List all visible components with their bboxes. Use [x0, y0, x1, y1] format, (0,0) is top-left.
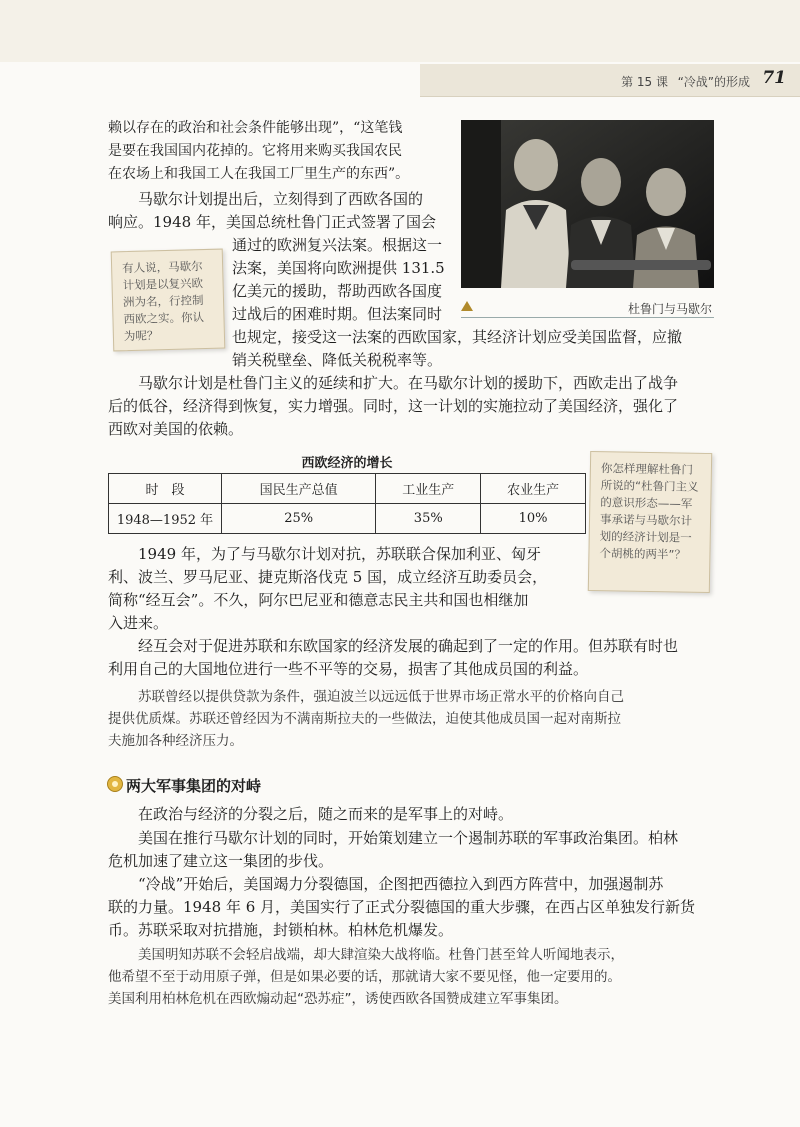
- table-header-cell: 国民生产总值: [222, 474, 376, 504]
- paragraph: [108, 635, 720, 681]
- text-line: 提供优质煤。苏联还曾经因为不满南斯拉夫的一些做法，迫使其他成员国一起对南斯拉: [108, 711, 621, 727]
- paragraph: [108, 827, 720, 873]
- text-line: 也规定，接受这一法案的西欧国家，其经济计划应受美国监督，应撤: [232, 328, 683, 346]
- text-line: 利用自己的大国地位进行一些不平等的交易，损害了其他成员国的利益。: [108, 660, 589, 678]
- table-cell: 25%: [222, 504, 376, 534]
- page-header: [420, 64, 800, 97]
- sidebar-note: [588, 451, 712, 593]
- supplementary-text: [108, 944, 720, 1010]
- paragraph: [108, 873, 720, 942]
- supplementary-text: [108, 686, 720, 752]
- text-line: 西欧对美国的依赖。: [108, 420, 244, 438]
- lesson-number: 第 15 课: [621, 75, 668, 89]
- text-line: 马歇尔计划提出后，立刻得到了西欧各国的: [138, 190, 424, 208]
- text-line: 简称“经互会”。不久，阿尔巴尼亚和德意志民主共和国也相继加: [108, 591, 529, 609]
- text-line: 马歇尔计划是杜鲁门主义的延续和扩大。在马歇尔计划的援助下，西欧走出了战争: [138, 374, 679, 392]
- text-line: 经互会对于促进苏联和东欧国家的经济发展的确起到了一定的作用。但苏联有时也: [138, 637, 679, 655]
- table-header-cell: 工业生产: [376, 474, 481, 504]
- photo-caption: [461, 297, 714, 318]
- top-margin: [0, 0, 800, 62]
- text-line: 美国利用柏林危机在西欧煽动起“恐苏症”，诱使西欧各国赞成建立军事集团。: [108, 991, 568, 1007]
- table-cell: 1948—1952 年: [109, 504, 222, 534]
- table-row: [109, 504, 586, 534]
- caption-text: 杜鲁门与马歇尔: [627, 302, 712, 316]
- lesson-title: “冷战”的形成: [677, 75, 750, 89]
- text-line: 响应。1948 年，美国总统杜鲁门正式签署了国会: [108, 213, 436, 231]
- paragraph-wrapped: [232, 234, 457, 326]
- paragraph: [108, 372, 720, 441]
- table-header-row: [109, 474, 586, 504]
- text-line: 币。苏联采取对抗措施，封锁柏林。柏林危机爆发。: [108, 921, 454, 939]
- page-number: 71: [762, 68, 786, 88]
- text-line: 在农场上和我国工人在我国工厂里生产的东西”。: [108, 166, 410, 182]
- text-line: 他希望不至于动用原子弹，但是如果必要的话，那就请大家不要见怪，他一定要用的。: [108, 969, 621, 985]
- text-line: 利、波兰、罗马尼亚、捷克斯洛伐克 5 国，成立经济互助委员会，: [108, 568, 548, 586]
- table-title: 西欧经济的增长: [301, 456, 393, 471]
- text-line: 过战后的困难时期。但法案同时: [232, 305, 443, 323]
- economy-table: [108, 473, 586, 534]
- text-line: 法案，美国将向欧洲提供 131.5: [232, 259, 445, 277]
- section-icon: [107, 776, 123, 792]
- text-line: 苏联曾经以提供贷款为条件，强迫波兰以远远低于世界市场正常水平的价格向自己: [138, 689, 624, 705]
- paragraph: [108, 543, 584, 635]
- paragraph: [108, 188, 453, 234]
- quote-block: [108, 117, 453, 186]
- text-line: 是要在我国国内花掉的。它将用来购买我国农民: [108, 143, 402, 159]
- paragraph: [108, 803, 720, 826]
- text-line: 入进来。: [108, 614, 169, 632]
- table-cell: 35%: [376, 504, 481, 534]
- text-line: 美国在推行马歇尔计划的同时，开始策划建立一个遏制苏联的军事政治集团。柏林: [138, 829, 679, 847]
- historical-photo: [461, 120, 714, 288]
- text-line: 危机加速了建立这一集团的步伐。: [108, 852, 334, 870]
- text-line: 通过的欧洲复兴法案。根据这一: [232, 236, 443, 254]
- sidebar-note: [111, 249, 226, 352]
- paragraph-wide: [232, 326, 722, 372]
- photo-image: [461, 120, 714, 288]
- note-text: 你怎样理解杜鲁门所说的“杜鲁门主义的意识形态——军事承诺与马歇尔计划的经济计划是一个胡桃的两半”？: [599, 461, 699, 562]
- text-line: 夫施加各种经济压力。: [108, 733, 243, 749]
- table-cell: 10%: [481, 504, 586, 534]
- table-header-cell: 农业生产: [481, 474, 586, 504]
- text-line: 亿美元的援助，帮助西欧各国度: [232, 282, 443, 300]
- section-title: 两大军事集团的对峙: [126, 777, 262, 795]
- text-line: 后的低谷，经济得到恢复，实力增强。同时，这一计划的实施拉动了美国经济，强化了: [108, 397, 679, 415]
- text-line: 销关税壁垒、降低关税税率等。: [232, 351, 443, 369]
- text-line: 美国明知苏联不会轻启战端，却大肆渲染大战将临。杜鲁门甚至耸人听闻地表示，: [138, 947, 624, 963]
- table-header-cell: 时 段: [109, 474, 222, 504]
- text-line: 1949 年，为了与马歇尔计划对抗，苏联联合保加利亚、匈牙: [138, 545, 541, 563]
- text-line: “冷战”开始后，美国竭力分裂德国，企图把西德拉入到西方阵营中，加强遏制苏: [138, 875, 664, 893]
- text-line: 在政治与经济的分裂之后，随之而来的是军事上的对峙。: [138, 805, 514, 823]
- text-line: 赖以存在的政治和社会条件能够出现”，“这笔钱: [108, 120, 403, 136]
- caption-triangle-icon: [461, 301, 473, 311]
- text-line: 联的力量。1948 年 6 月，美国实行了正式分裂德国的重大步骤，在西占区单独发行新货: [108, 898, 696, 916]
- note-text: 有人说，马歇尔计划是以复兴欧洲为名，行控制西欧之实。你认为呢？: [121, 259, 205, 344]
